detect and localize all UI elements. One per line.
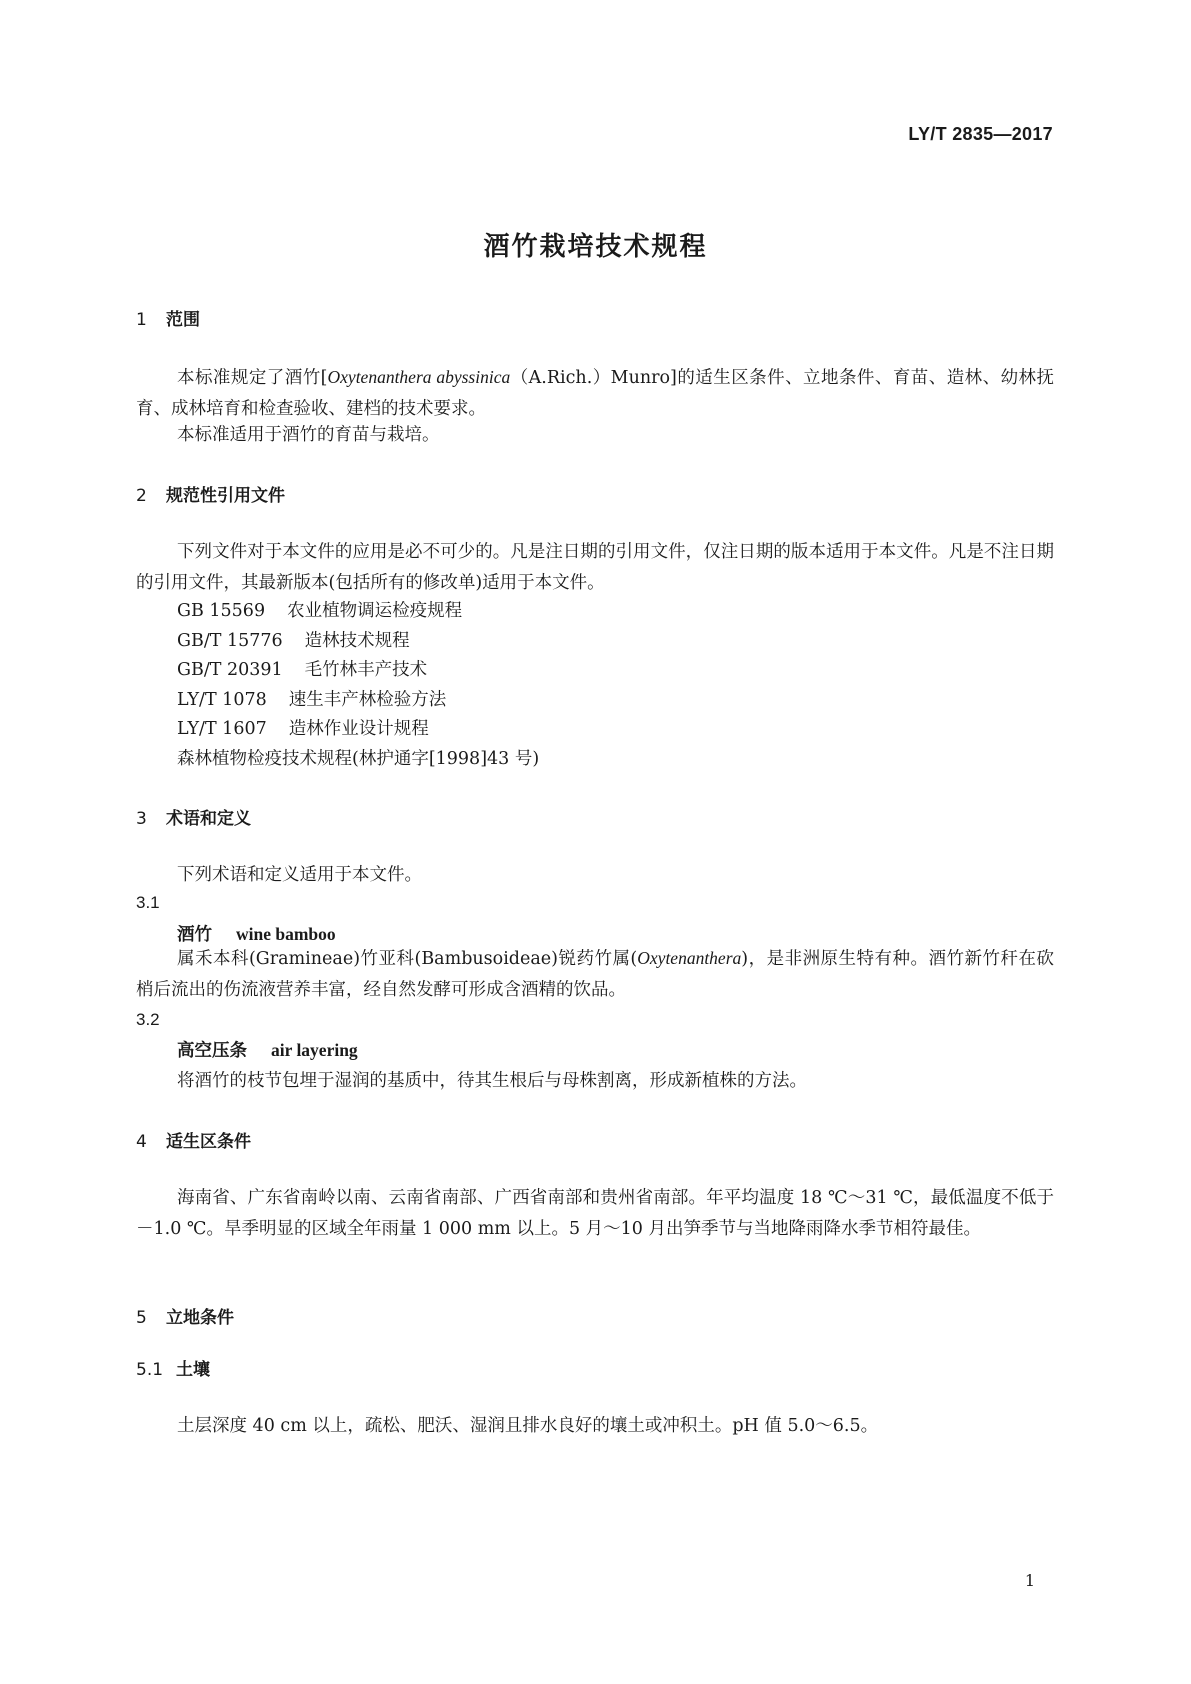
term-definition: 将酒竹的枝节包埋于湿润的基质中，待其生根后与母株割离，形成新植株的方法。 (177, 1071, 807, 1091)
term-number: 3.2 (136, 1010, 160, 1029)
term-definition (136, 943, 1054, 1006)
term-zh: 酒竹 (177, 925, 212, 945)
reference-code: GB/T 20391 (177, 660, 283, 680)
term-heading (177, 1037, 358, 1062)
section-title: 土壤 (176, 1360, 210, 1380)
scope-latin-name: Oxytenanthera abyssinica (327, 367, 511, 387)
reference-item: 森林植物检疫技术规程(林护通字[1998]43 号) (177, 749, 540, 769)
reference-code: GB/T 15776 (177, 631, 283, 651)
normative-intro: 下列文件对于本文件的应用是必不可少的。凡是注日期的引用文件，仅注日期的版本适用于本文件。凡是不注日期的引用文件，其最新版本(包括所有的修改单)适用于本文件。 (136, 542, 1054, 593)
reference-title: 农业植物调运检疫规程 (287, 601, 463, 621)
reference-title: 造林作业设计规程 (288, 719, 429, 739)
reference-item (177, 715, 429, 740)
section-title: 规范性引用文件 (166, 486, 285, 506)
section-title: 适生区条件 (166, 1132, 251, 1152)
section-number: 5.1 (136, 1360, 164, 1380)
section-2-heading (136, 481, 285, 506)
definition-text-a: 属禾本科(Gramineae)竹亚科(Bambusoideae)锐药竹属( (177, 949, 638, 969)
reference-title: 造林技术规程 (304, 631, 410, 651)
reference-item (177, 656, 427, 681)
terms-intro: 下列术语和定义适用于本文件。 (177, 865, 422, 885)
reference-code: GB 15569 (177, 601, 266, 621)
definition-latin: Oxytenanthera (637, 948, 742, 968)
soil-paragraph: 土层深度 40 cm 以上，疏松、肥沃、湿润且排水良好的壤土或冲积土。pH 值 5.0～6.5。 (177, 1416, 879, 1436)
standard-code: LY/T 2835—2017 (908, 124, 1053, 144)
term-en: air layering (271, 1040, 358, 1060)
section-number: 4 (136, 1132, 147, 1152)
section-5-1-heading (136, 1355, 210, 1380)
reference-item (177, 627, 410, 652)
document-title: 酒竹栽培技术规程 (483, 232, 708, 262)
reference-code: LY/T 1078 (177, 690, 267, 710)
section-number: 3 (136, 809, 147, 829)
climate-paragraph: 海南省、广东省南岭以南、云南省南部、广西省南部和贵州省南部。年平均温度 18 ℃～31 ℃，最低温度不低于－1.0 ℃。旱季明显的区域全年雨量 1 000 mm 以上。5 月～10 月出笋季节与当地降雨降水季节相符最佳。 (136, 1188, 1054, 1239)
section-number: 2 (136, 486, 147, 506)
definition-text-b: )，是非洲原生特有种。酒竹新竹秆在砍梢后流出的伤流液营养丰富，经自然发酵可形成含酒精的饮品。 (136, 949, 1054, 1000)
scope-text-b: （A.Rich.）Munro]的适生区条件、立地条件、育苗、造林、幼林抚育、成林培育和检查验收、建档的技术要求。 (136, 368, 1055, 419)
reference-item (177, 686, 446, 711)
term-number: 3.1 (136, 893, 160, 912)
section-title: 术语和定义 (166, 809, 251, 829)
section-3-heading (136, 804, 251, 829)
section-5-heading (136, 1303, 234, 1328)
scope-paragraph (136, 362, 1054, 425)
section-4-heading (136, 1127, 251, 1152)
section-title: 立地条件 (166, 1308, 234, 1328)
term-zh: 高空压条 (177, 1041, 247, 1061)
section-title: 范围 (166, 310, 200, 330)
scope-applicability: 本标准适用于酒竹的育苗与栽培。 (177, 425, 440, 445)
section-1-heading (136, 305, 200, 330)
term-en: wine bamboo (236, 924, 336, 944)
reference-code: LY/T 1607 (177, 719, 267, 739)
section-number: 1 (136, 310, 147, 330)
page-number: 1 (1024, 1571, 1035, 1590)
section-number: 5 (136, 1308, 147, 1328)
reference-title: 毛竹林丰产技术 (304, 660, 428, 680)
reference-title: 速生丰产林检验方法 (288, 690, 447, 710)
scope-text-a: 本标准规定了酒竹[ (177, 368, 328, 388)
reference-item (177, 597, 462, 622)
